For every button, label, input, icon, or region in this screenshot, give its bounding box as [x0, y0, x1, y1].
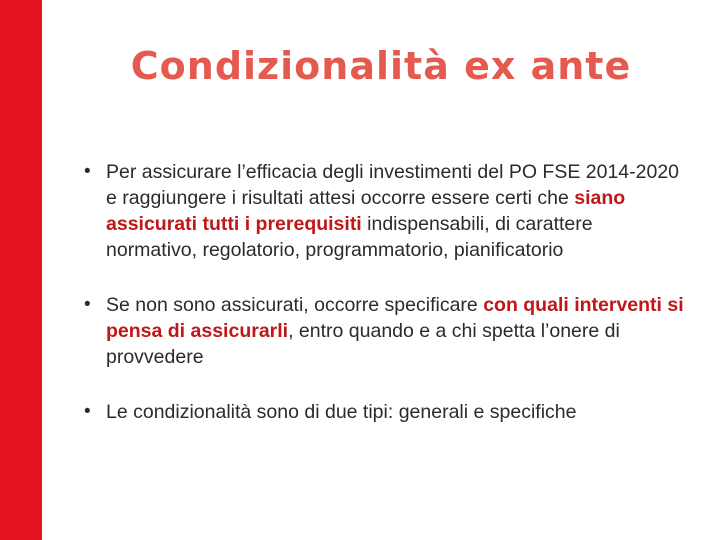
bullet-item-2: [84, 292, 684, 370]
bullet-item-3: [84, 399, 684, 425]
bullet-1-highlight: siano assicurati tutti i prerequisiti: [106, 187, 626, 235]
bullet-1-text: Per assicurare l’efficacia degli investimenti del PO FSE 2014-2020 e raggiungere i risultati attesi occorre essere certi che: [106, 161, 680, 209]
bullet-icon: •: [84, 161, 91, 182]
bullet-icon: •: [84, 294, 91, 315]
slide-title: Condizionalità ex ante: [130, 44, 632, 88]
bullet-list: [84, 159, 684, 425]
bullet-item-1: [84, 159, 684, 263]
bullet-2-text: Se non sono assicurati, occorre specificare: [106, 294, 484, 316]
left-accent-bar: [0, 0, 42, 540]
bullet-3-text: Le condizionalità sono di due tipi: generali e specifiche: [106, 401, 577, 423]
bullet-2-highlight: con quali interventi si pensa di assicurarli: [106, 294, 684, 342]
bullet-2-text-end: , entro quando e a chi spetta l’onere di provvedere: [106, 320, 620, 368]
bullet-icon: •: [84, 401, 91, 422]
bullet-1-text-end: indispensabili, di carattere normativo, regolatorio, programmatorio, pianificatorio: [106, 213, 593, 261]
